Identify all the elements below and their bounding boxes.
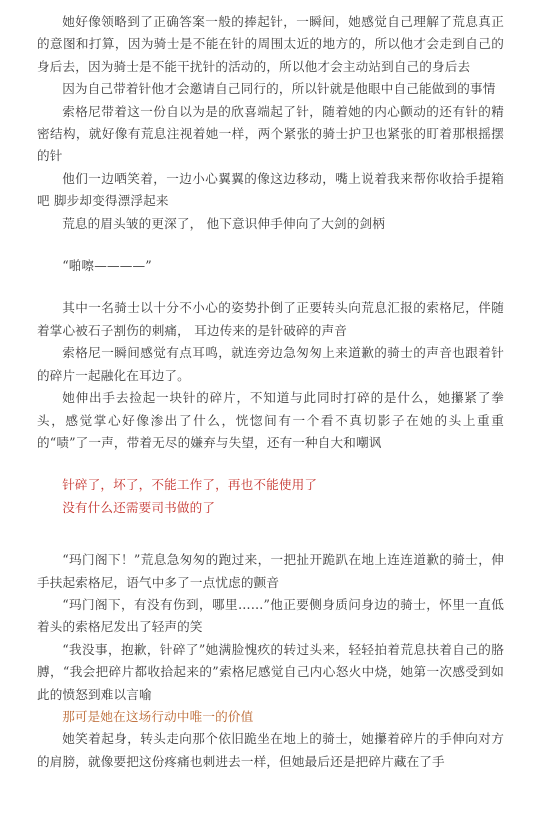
spacer xyxy=(37,235,504,255)
paragraph: 他们一边哂笑着，一边小心翼翼的像这边移动，嘴上说着我来帮你收拾手提箱吧 脚步却变得漂浮起来 xyxy=(37,170,504,209)
emphasis-line-red: 没有什么还需要司书做的了 xyxy=(62,499,216,515)
paragraph: “玛门阁下，有没有伤到，哪里……”他正要侧身质问身边的骑士，怀里一直低着头的索格尼发出了轻声的笑 xyxy=(37,596,504,635)
paragraph: “我没事，抱歉，针碎了”她满脸愧疚的转过头来，轻轻拍着荒息扶着自己的胳膊，“我会把碎片都收拾起来的”索格尼感觉自己内心怒火中烧，她第一次感受到如此的愤怒到难以言喻 xyxy=(37,641,504,702)
spacer xyxy=(37,454,504,474)
emphasis-line-orange: 那可是她在这场行动中唯一的价值 xyxy=(62,708,254,724)
paragraph: 她伸出手去捡起一块针的碎片，不知道与此同时打碎的是什么，她攥紧了拳头，感觉掌心好像渗出了什么，恍惚间有一个看不真切影子在她的头上重重的“啧”了一声，带着无尽的嫌弃与失望，还有一种自大和嘲讽 xyxy=(37,390,504,450)
paragraph: 她好像领略到了正确答案一般的捧起针，一瞬间，她感觉自己理解了荒息真正的意图和打算，因为骑士是不能在针的周围太近的地方的，所以他才会走到自己的身后去，因为骑士是不能干扰针的活动的，所以他才会主动站到自己的身后去 xyxy=(37,14,504,74)
spacer xyxy=(37,277,504,297)
paragraph: 索格尼带着这一份自以为是的欣喜端起了针，随着她的内心颤动的还有针的精密结构，就好像有荒息注视着她一样，两个紧张的骑士护卫也紧张的盯着那根摇摆的针 xyxy=(37,103,504,164)
paragraph: 荒息的眉头皱的更深了， 他下意识伸手伸向了大剑的剑柄 xyxy=(62,215,385,231)
paragraph: 她笑着起身，转头走向那个依旧跪坐在地上的骑士，她攥着碎片的手伸向对方的肩膀，就像要把这份疼痛也刺进去一样，但她最后还是把碎片藏在了手 xyxy=(37,731,504,769)
spacer xyxy=(37,519,504,549)
paragraph: “玛门阁下！”荒息急匆匆的跑过来，一把扯开跪趴在地上连连道歉的骑士，伸手扶起索格尼，语气中多了一点忧虑的颤音 xyxy=(37,552,504,590)
emphasis-line-red: 针碎了，坏了，不能工作了，再也不能使用了 xyxy=(62,477,318,493)
sound-effect-line: “啪嚓————” xyxy=(62,258,152,274)
paragraph: 因为自己带着针他才会邀请自己同行的，所以针就是他眼中自己能做到的事情 xyxy=(62,81,496,97)
paragraph: 其中一名骑士以十分不小心的姿势扑倒了正要转头向荒息汇报的索格尼，伴随着掌心被石子割伤的刺痛， 耳边传来的是针破碎的声音 xyxy=(37,300,504,338)
paragraph: 索格尼一瞬间感觉有点耳鸣，就连旁边急匆匆上来道歉的骑士的声音也跟着针的碎片一起融化在耳边了。 xyxy=(37,345,504,383)
